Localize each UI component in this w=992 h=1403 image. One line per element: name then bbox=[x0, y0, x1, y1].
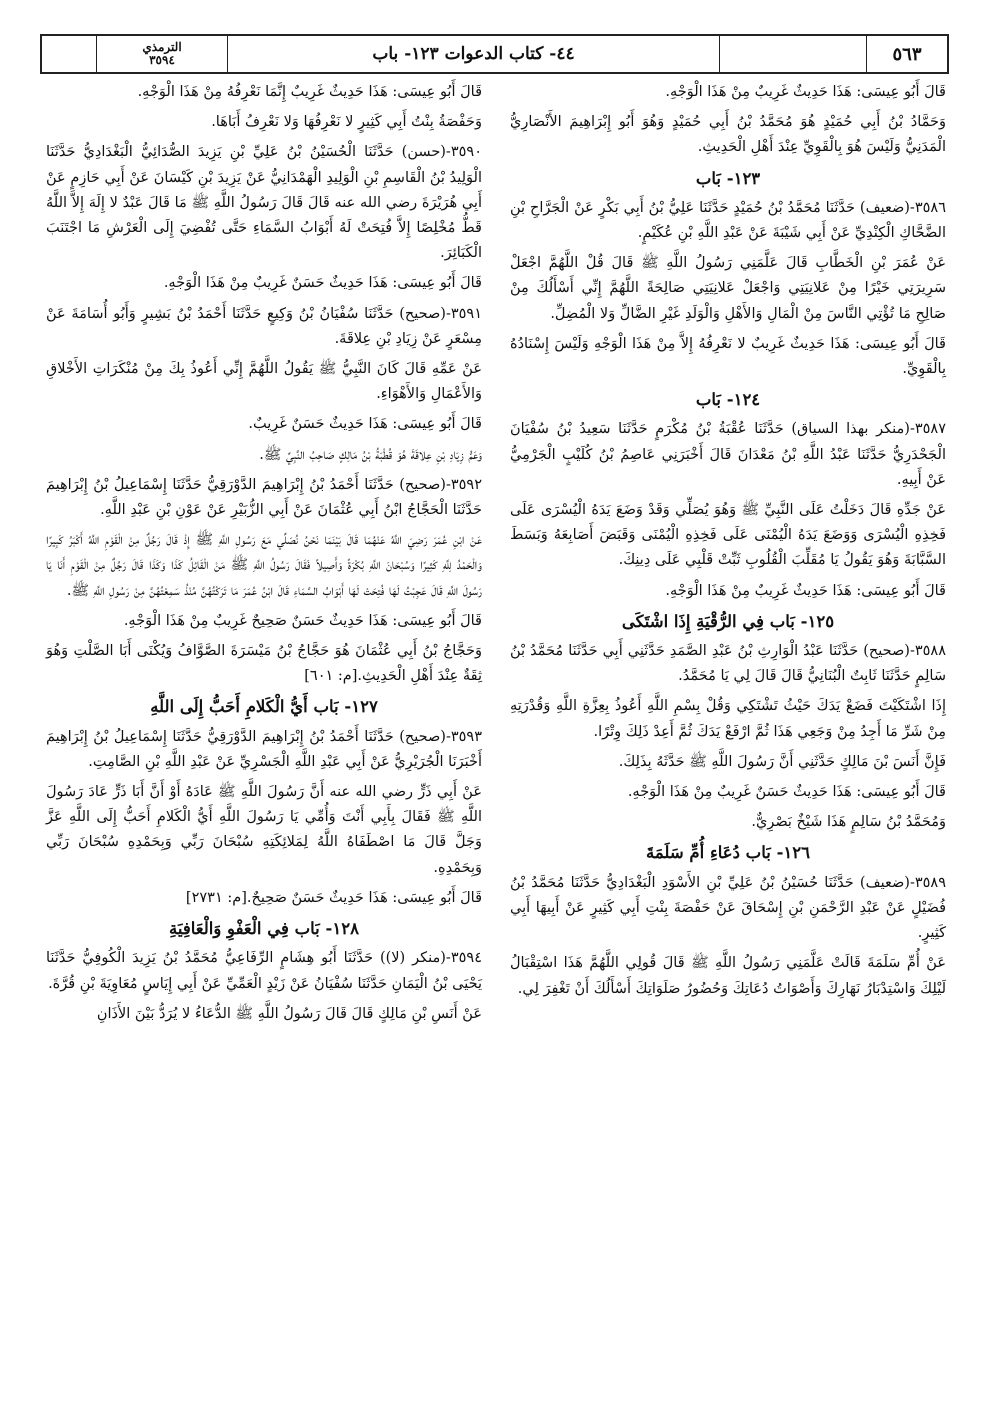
text-paragraph: عَنْ عُمَرَ بْنِ الْخَطَّابِ قَالَ عَلَّمَنِي رَسُولُ اللَّهِ ﷺ قَالَ قُلْ اللَّهُمَّ اجْعَلْ سَرِيرَتِي خَيْرًا مِنْ عَلانِيَتِي وَاجْعَلْ عَلانِيَتِي صَالِحَةً اللَّهُمَّ إِنِّي أَسْأَلُكَ مِنْ صَالِحِ مَا تُؤْتِي النَّاسَ مِنْ الْمَالِ وَالأَهْلِ وَالْوَلَدِ غَيْرِ الضَّالِّ وَلا الْمُضِلِّ. bbox=[510, 255, 946, 322]
section-heading: ١٢٦- بَاب دُعَاءِ أُمِّ سَلَمَةَ bbox=[645, 843, 811, 863]
text-paragraph: قَالَ أَبُو عِيسَى: هَذَا حَدِيثٌ غَرِيبٌ مِنْ هَذَا الْوَجْهِ. bbox=[665, 582, 946, 599]
text-paragraph: عَنْ جَدِّهِ قَالَ دَخَلْتُ عَلَى النَّبِيِّ ﷺ وَهُوَ يُصَلِّي وَقَدْ وَضَعَ يَدَهُ الْيُسْرَى عَلَى فَخِذِهِ الْيُسْرَى وَوَضَعَ يَدَهُ الْيُمْنَى عَلَى فَخِذِهِ الْيُمْنَى وَقَبَضَ أَصَابِعَهُ وَبَسَطَ السَّبَّابَةَ وَهُوَ يَقُولُ يَا مُقَلِّبَ الْقُلُوبِ ثَبِّتْ قَلْبِي عَلَى دِينِكَ. bbox=[510, 502, 946, 569]
page-header bbox=[40, 34, 949, 74]
page-number: ٥٦٣ bbox=[866, 36, 947, 72]
text-paragraph: ٣٥٨٨-(صحيح) حَدَّثَنَا عَبْدُ الْوَارِثِ بْنُ عَبْدِ الصَّمَدِ حَدَّثَنِي أَبِي حَدَّثَنَا مُحَمَّدُ بْنُ سَالِمٍ حَدَّثَنَا ثَابِتٌ الْبُنَانِيُّ قَالَ قَالَ لِي يَا مُحَمَّدُ. bbox=[510, 643, 946, 685]
book-ref-cell bbox=[96, 36, 227, 72]
blank-cell-right bbox=[719, 36, 866, 72]
section-heading: ١٢٣- بَاب bbox=[695, 168, 761, 188]
text-paragraph: قَالَ أَبُو عِيسَى: هَذَا حَدِيثٌ حَسَنٌ صَحِيحٌ غَرِيبٌ مِنْ هَذَا الْوَجْهِ. bbox=[123, 612, 482, 629]
chapter-title: ٤٤- كتاب الدعوات ١٢٣- باب bbox=[227, 36, 719, 72]
text-paragraph: وَحَمَّادُ بْنُ أَبِي حُمَيْدٍ هُوَ مُحَمَّدُ بْنُ أَبِي حُمَيْدٍ وَهُوَ أَبُو إِبْرَاهِيمَ الأَنْصَارِيُّ الْمَدَنِيُّ وَلَيْسَ هُوَ بِالْقَوِيِّ عِنْدَ أَهْلِ الْحَدِيثِ. bbox=[510, 114, 946, 156]
text-paragraph: ٣٥٨٧-(منكر بهذا السياق) حَدَّثَنَا عُقْبَةُ بْنُ مُكْرَمٍ حَدَّثَنَا سَعِيدُ بْنُ سُفْيَانَ الْجَحْدَرِيُّ حَدَّثَنَا عَبْدُ اللَّهِ بْنُ مَعْدَانَ قَالَ أَخْبَرَنِي عَاصِمُ بْنُ كُلَيْبٍ الْجَرْمِيُّ عَنْ أَبِيهِ. bbox=[510, 421, 946, 488]
text-paragraph: فَإِنَّ أَنَسَ بْنَ مَالِكٍ حَدَّثَنِي أَنَّ رَسُولَ اللَّهِ ﷺ حَدَّثَهُ بِذَلِكَ. bbox=[618, 753, 946, 770]
text-paragraph: عَنْ أَبِي ذَرٍّ رضي الله عنه أَنَّ رَسُولَ اللَّهِ ﷺ عَادَهُ أَوْ أَنَّ أَبَا ذَرٍّ عَادَ رَسُولَ اللَّهِ ﷺ فَقَالَ بِأَبِي أَنْتَ وَأُمِّي يَا رَسُولَ اللَّهِ أَيُّ الْكَلامِ أَحَبُّ إِلَى اللَّهِ عَزَّ وَجَلَّ قَالَ مَا اصْطَفَاهُ اللَّهُ لِمَلائِكَتِهِ سُبْحَانَ رَبِّي وَبِحَمْدِهِ سُبْحَانَ رَبِّي وَبِحَمْدِهِ. bbox=[46, 784, 482, 876]
text-paragraph: وَعَمُّ زِيَادِ بْنِ عِلاقَةَ هُوَ قُطْبَةُ بْنُ مَالِكٍ صَاحِبُ النَّبِيِّ ﷺ. bbox=[259, 446, 482, 463]
text-paragraph: وَحَجَّاجُ بْنُ أَبِي عُثْمَانَ هُوَ حَجَّاجُ بْنُ مَيْسَرَةَ الصَّوَّافُ وَيُكْنَى أَبَا الصَّلْتِ وَهُوَ ثِقَةٌ عِنْدَ أَهْلِ الْحَدِيثِ.[م: ٦٠١] bbox=[46, 643, 482, 685]
text-paragraph: عَنْ أُمِّ سَلَمَةَ قَالَتْ عَلَّمَنِي رَسُولُ اللَّهِ ﷺ قَالَ قُولِي اللَّهُمَّ هَذَا اسْتِقْبَالُ لَيْلِكَ وَاسْتِدْبَارُ نَهَارِكَ وَأَصْوَاتُ دُعَاتِكَ وَحُضُورُ صَلَوَاتِكَ أَسْأَلُكَ أَنْ تَغْفِرَ لِي. bbox=[510, 955, 946, 997]
text-paragraph: إِذَا اشْتَكَيْتَ فَضَعْ يَدَكَ حَيْثُ تَشْتَكِي وَقُلْ بِسْمِ اللَّهِ أَعُوذُ بِعِزَّةِ اللَّهِ وَقُدْرَتِهِ مِنْ شَرِّ مَا أَجِدُ مِنْ وَجَعِي هَذَا ثُمَّ ارْفَعْ يَدَكَ ثُمَّ أَعِدْ ذَلِكَ وِتْرًا. bbox=[510, 698, 946, 740]
text-paragraph: ٣٥٩٠-(حسن) حَدَّثَنَا الْحُسَيْنُ بْنُ عَلِيِّ بْنِ يَزِيدَ الصُّدَائِيُّ الْبَغْدَادِيُّ حَدَّثَنَا الْوَلِيدُ بْنُ الْقَاسِمِ بْنِ الْوَلِيدِ الْهَمْدَانِيُّ عَنْ يَزِيدَ بْنِ كَيْسَانَ عَنْ أَبِي حَازِمٍ عَنْ أَبِي هُرَيْرَةَ رضي الله عنه قَالَ قَالَ رَسُولُ اللَّهِ ﷺ مَا قَالَ عَبْدٌ لا إِلَهَ إِلاَّ اللَّهُ قَطُّ مُخْلِصًا إِلاَّ فُتِحَتْ لَهُ أَبْوَابُ السَّمَاءِ حَتَّى تُفْضِيَ إِلَى الْعَرْشِ مَا اجْتَنَبَ الْكَبَائِرَ. bbox=[46, 144, 482, 262]
text-paragraph: قَالَ أَبُو عِيسَى: هَذَا حَدِيثٌ غَرِيبٌ إِنَّمَا نَعْرِفُهُ مِنْ هَذَا الْوَجْهِ. bbox=[137, 84, 482, 100]
section-heading: ١٢٥- بَاب فِي الرُّقْيَةِ إِذَا اشْتَكَى bbox=[621, 611, 835, 631]
text-paragraph: ٣٥٨٩-(ضعيف) حَدَّثَنَا حُسَيْنُ بْنُ عَلِيِّ بْنِ الأَسْوَدِ الْبَغْدَادِيُّ حَدَّثَنَا مُحَمَّدُ بْنُ فُضَيْلٍ عَنْ عَبْدِ الرَّحْمَنِ بْنِ إِسْحَاقَ عَنْ حَفْصَةَ بِنْتِ أَبِي كَثِيرٍ عَنْ أَبِيهَا أَبِي كَثِيرٍ. bbox=[510, 874, 946, 942]
text-paragraph: وَحَفْصَةُ بِنْتُ أَبِي كَثِيرٍ لا نَعْرِفُهَا وَلا نَعْرِفُ أَبَاهَا. bbox=[211, 114, 482, 131]
text-paragraph: عَنْ عَمِّهِ قَالَ كَانَ النَّبِيُّ ﷺ يَقُولُ اللَّهُمَّ إِنِّي أَعُوذُ بِكَ مِنْ مُنْكَرَاتِ الأَخْلاقِ وَالأَعْمَالِ وَالأَهْوَاءِ. bbox=[46, 361, 482, 403]
text-paragraph: وَمُحَمَّدُ بْنُ سَالِمٍ هَذَا شَيْخٌ بَصْرِيٌّ. bbox=[751, 814, 946, 831]
left-column bbox=[46, 80, 482, 1032]
text-paragraph: ٣٥٩٣-(صحيح) حَدَّثَنَا أَحْمَدُ بْنُ إِبْرَاهِيمَ الدَّوْرَقِيُّ حَدَّثَنَا إِسْمَاعِيلُ بْنُ إِبْرَاهِيمَ أَخْبَرَنَا الْجُرَيْرِيُّ عَنْ أَبِي عَبْدِ اللَّهِ الْجَسْرِيِّ عَنْ عَبْدِ اللَّهِ بْنِ الصَّامِتِ. bbox=[46, 728, 482, 770]
text-paragraph: عَنْ ابْنِ عُمَرَ رَضِيَ اللَّهُ عَنْهُمَا قَالَ بَيْنَمَا نَحْنُ نُصَلِّي مَعَ رَسُولِ اللَّهِ ﷺ إِذْ قَالَ رَجُلٌ مِنْ الْقَوْمِ اللَّهُ أَكْبَرُ كَبِيرًا وَالْحَمْدُ لِلَّهِ كَثِيرًا وَسُبْحَانَ اللَّهِ بُكْرَةً وَأَصِيلاً فَقَالَ رَسُولُ اللَّهِ ﷺ مَنْ الْقَائِلُ كَذَا وَكَذَا قَالَ رَجُلٌ مِنْ الْقَوْمِ أَنَا يَا رَسُولَ اللَّهِ قَالَ عَجِبْتُ لَهَا فُتِحَتْ لَهَا أَبْوَابُ السَّمَاءِ قَالَ ابْنُ عُمَرَ مَا تَرَكْتُهُنَّ مُنْذُ سَمِعْتُهُنَّ مِنْ رَسُولِ اللَّهِ ﷺ. bbox=[46, 532, 482, 599]
text-paragraph: قَالَ أَبُو عِيسَى: هَذَا حَدِيثٌ غَرِيبٌ لا نَعْرِفُهُ إِلاَّ مِنْ هَذَا الْوَجْهِ وَلَيْسَ إِسْنَادُهُ بِالْقَوِيِّ. bbox=[510, 335, 946, 378]
text-paragraph: ٣٥٩٤-(منكر (لا)) حَدَّثَنَا أَبُو هِشَامٍ الرِّفَاعِيُّ مُحَمَّدُ بْنُ يَزِيدَ الْكُوفِيُّ حَدَّثَنَا يَحْيَى بْنُ الْيَمَانِ حَدَّثَنَا سُفْيَانُ عَنْ زَيْدٍ الْعَمِّيِّ عَنْ أَبِي إِيَاسٍ مُعَاوِيَةَ بْنِ قُرَّةَ. bbox=[46, 950, 482, 992]
section-heading: ١٢٨- بَاب فِي الْعَفْوِ وَالْعَافِيَةِ bbox=[169, 919, 359, 939]
right-column bbox=[510, 80, 946, 1007]
hadith-number: ٣٥٩٤ bbox=[149, 53, 175, 67]
text-paragraph: ٣٥٨٦-(ضعيف) حَدَّثَنَا مُحَمَّدُ بْنُ حُمَيْدٍ حَدَّثَنَا عَلِيُّ بْنُ أَبِي بَكْرٍ عَنْ الْجَرَّاحِ بْنِ الضَّحَّاكِ الْكِنْدِيِّ عَنْ أَبِي شَيْبَةَ عَنْ عَبْدِ اللَّهِ بْنِ عُكَيْمٍ. bbox=[510, 199, 946, 242]
section-heading: ١٢٤- بَاب bbox=[695, 390, 761, 410]
text-paragraph: ٣٥٩٢-(صحيح) حَدَّثَنَا أَحْمَدُ بْنُ إِبْرَاهِيمَ الدَّوْرَقِيُّ حَدَّثَنَا إِسْمَاعِيلُ بْنُ إِبْرَاهِيمَ حَدَّثَنَا الْحَجَّاجُ ابْنُ أَبِي عُثْمَانَ عَنْ أَبِي الزُّبَيْرِ عَنْ عَوْنِ بْنِ عَبْدِ اللَّهِ. bbox=[46, 476, 482, 519]
section-heading: ١٢٧- بَاب أَيُّ الْكَلامِ أَحَبُّ إِلَى اللَّهِ bbox=[150, 697, 378, 717]
blank-cell-left bbox=[42, 36, 96, 72]
text-paragraph: عَنْ أَنَسِ بْنِ مَالِكٍ قَالَ قَالَ رَسُولُ اللَّهِ ﷺ الدُّعَاءُ لا يُرَدُّ بَيْنَ الأَذَانِ bbox=[96, 1005, 482, 1022]
book-name: الترمذي bbox=[142, 40, 182, 54]
text-paragraph: قَالَ أَبُو عِيسَى: هَذَا حَدِيثٌ غَرِيبٌ مِنْ هَذَا الْوَجْهِ. bbox=[665, 84, 946, 100]
text-paragraph: قَالَ أَبُو عِيسَى: هَذَا حَدِيثٌ حَسَنٌ غَرِيبٌ. bbox=[248, 416, 482, 433]
text-paragraph: قَالَ أَبُو عِيسَى: هَذَا حَدِيثٌ حَسَنٌ غَرِيبٌ مِنْ هَذَا الْوَجْهِ. bbox=[627, 784, 946, 801]
text-paragraph: ٣٥٩١-(صحيح) حَدَّثَنَا سُفْيَانُ بْنُ وَكِيعٍ حَدَّثَنَا أَحْمَدُ بْنُ بَشِيرٍ وَأَبُو أُسَامَةَ عَنْ مِسْعَرٍ عَنْ زِيَادِ بْنِ عِلاقَةَ. bbox=[46, 305, 482, 347]
text-paragraph: قَالَ أَبُو عِيسَى: هَذَا حَدِيثٌ حَسَنٌ غَرِيبٌ مِنْ هَذَا الْوَجْهِ. bbox=[163, 275, 482, 292]
text-paragraph: قَالَ أَبُو عِيسَى: هَذَا حَدِيثٌ حَسَنٌ صَحِيحٌ.[م: ٢٧٣١] bbox=[185, 889, 482, 906]
